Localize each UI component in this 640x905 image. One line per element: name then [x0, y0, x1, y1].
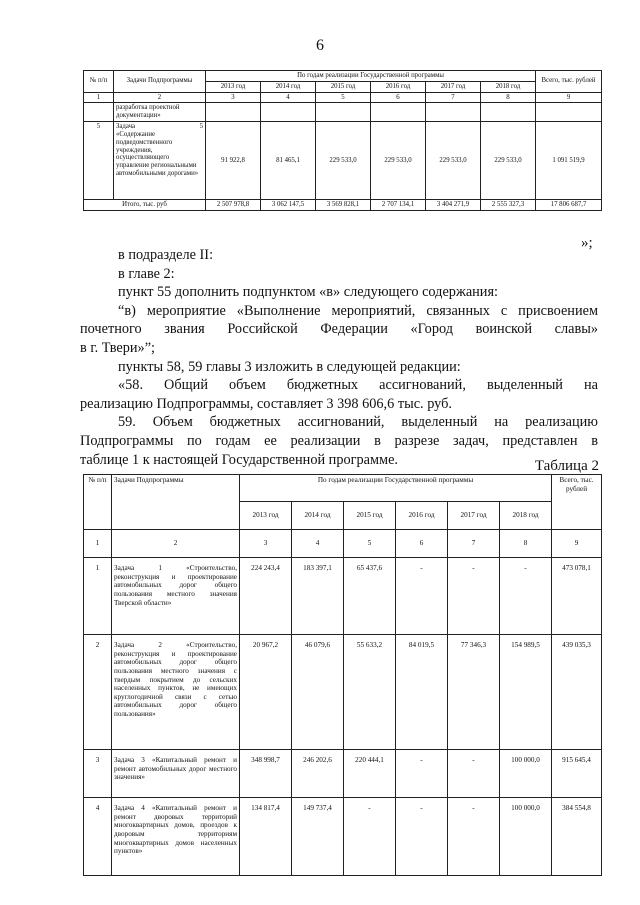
value-cell: 183 397,1 [292, 558, 344, 635]
value-cell: 46 079,6 [292, 635, 344, 750]
column-number: 7 [448, 530, 500, 558]
value-cell: 81 465,1 [261, 122, 316, 200]
total-label: Итого, тыс. руб [84, 200, 206, 211]
value-cell: 1 091 519,9 [536, 122, 602, 200]
column-number: 8 [481, 92, 536, 103]
column-number: 3 [206, 92, 261, 103]
column-number-row [84, 530, 602, 558]
row-num: 3 [84, 750, 112, 798]
column-number: 5 [316, 92, 371, 103]
header-year: 2015 год [316, 81, 371, 92]
value-cell: 91 922,8 [206, 122, 261, 200]
value-cell: - [448, 798, 500, 876]
value-cell: 473 078,1 [552, 558, 602, 635]
table-row [84, 635, 602, 750]
task-cell: Задача 3 «Капитальный ремонт и ремонт автомобильных дорог местного значения» [112, 750, 240, 798]
value-cell: - [396, 798, 448, 876]
column-number-row [84, 92, 602, 103]
header-year: 2017 год [448, 502, 500, 530]
value-cell: - [396, 750, 448, 798]
header-year: 2018 год [481, 81, 536, 92]
task-cell: Задача 1 «Строительство, реконструкция и проектирование автомобильных дорог общего пользования местного значения Тверской области» [112, 558, 240, 635]
value-cell: - [448, 750, 500, 798]
header-total: Всего, тыс. рублей [536, 71, 602, 93]
paragraph: почетного звания Российской Федерации «Город воинской славы» [80, 321, 598, 338]
value-cell: 84 019,5 [396, 635, 448, 750]
header-year: 2017 год [426, 81, 481, 92]
header-years-group: По годам реализации Государственной программы [240, 475, 552, 502]
total-value: 3 404 271,9 [426, 200, 481, 211]
budget-table-2 [83, 474, 602, 876]
header-total: Всего, тыс. рублей [552, 475, 602, 530]
value-cell: 220 444,1 [344, 750, 396, 798]
total-row [84, 200, 602, 211]
table-caption: Таблица 2 [534, 458, 599, 474]
row-num: 4 [84, 798, 112, 876]
column-number: 7 [426, 92, 481, 103]
column-number: 9 [552, 530, 602, 558]
value-cell: 439 035,3 [552, 635, 602, 750]
value-cell: 246 202,6 [292, 750, 344, 798]
total-value: 2 507 978,8 [206, 200, 261, 211]
header-year: 2015 год [344, 502, 396, 530]
column-number: 1 [84, 530, 112, 558]
trailing-mark: »; [581, 235, 593, 251]
budget-table-continuation [83, 70, 602, 211]
table-row [84, 798, 602, 876]
row-num: 5 [84, 122, 114, 200]
value-cell: 224 243,4 [240, 558, 292, 635]
value-cell: - [396, 558, 448, 635]
continuation-text: разработка проектной документации» [114, 103, 206, 122]
paragraph: реализацию Подпрограммы, составляет 3 398 606,6 тыс. руб. [80, 395, 452, 412]
task-title: Задача 5 [116, 123, 203, 131]
value-cell: 100 000,0 [500, 798, 552, 876]
total-value: 2 555 327,3 [481, 200, 536, 211]
header-years-group: По годам реализации Государственной программы [206, 71, 536, 82]
task-text: «Содержание подведомственного учреждения, осуществляющего управление региональными автомобильными дорогами» [116, 130, 199, 177]
table-row [84, 558, 602, 635]
table-row [84, 750, 602, 798]
paragraph: в главе 2: [118, 265, 175, 282]
value-cell: 65 437,6 [344, 558, 396, 635]
value-cell: 154 989,5 [500, 635, 552, 750]
paragraph: 59. Объем бюджетных ассигнований, выделенный на реализацию [118, 414, 598, 431]
total-value: 3 062 147,5 [261, 200, 316, 211]
paragraph: таблице 1 к настоящей Государственной программе. [80, 451, 399, 468]
row-num: 1 [84, 558, 112, 635]
total-value: 3 569 828,1 [316, 200, 371, 211]
header-year: 2014 год [261, 81, 316, 92]
value-cell: 229 533,0 [316, 122, 371, 200]
value-cell: 915 645,4 [552, 750, 602, 798]
column-number: 4 [292, 530, 344, 558]
value-cell: 20 967,2 [240, 635, 292, 750]
paragraph: пункт 55 дополнить подпунктом «в» следующего содержания: [118, 284, 499, 301]
header-num: № п/п [84, 71, 114, 93]
value-cell: 55 633,2 [344, 635, 396, 750]
task-cell [114, 122, 206, 200]
table-row [84, 103, 602, 122]
value-cell: 348 998,7 [240, 750, 292, 798]
column-number: 2 [114, 92, 206, 103]
header-task: Задачи Подпрограммы [114, 71, 206, 93]
header-year: 2013 год [240, 502, 292, 530]
column-number: 5 [344, 530, 396, 558]
column-number: 6 [371, 92, 426, 103]
column-number: 3 [240, 530, 292, 558]
header-task: Задачи Подпрограммы [112, 475, 240, 530]
value-cell: 229 533,0 [481, 122, 536, 200]
task-cell: Задача 4 «Капитальный ремонт и ремонт дворовых территорий многоквартирных домов, проездов к дворовым территориям многоквартирных домов населенных пунктов» [112, 798, 240, 876]
table-row [84, 122, 602, 200]
header-year: 2016 год [396, 502, 448, 530]
paragraph: Подпрограммы по годам ее реализации в разрезе задач, представлен в [80, 432, 598, 449]
column-number: 4 [261, 92, 316, 103]
column-number: 1 [84, 92, 114, 103]
paragraph: в подразделе II: [118, 247, 214, 263]
header-year: 2018 год [500, 502, 552, 530]
task-cell: Задача 2 «Строительство, реконструкция и проектирование автомобильных дорог общего пользования местного значения с твердым покрытием до сельских населенных пунктов, не имеющих круглогодичной связи с сетью автомобильных дорог общего пользования» [112, 635, 240, 750]
value-cell: 229 533,0 [426, 122, 481, 200]
header-year: 2013 год [206, 81, 261, 92]
column-number: 9 [536, 92, 602, 103]
header-num: № п/п [84, 475, 112, 530]
value-cell: 100 000,0 [500, 750, 552, 798]
paragraph: в г. Твери»”; [80, 339, 156, 356]
value-cell: 384 554,8 [552, 798, 602, 876]
value-cell: - [344, 798, 396, 876]
page-number: 6 [316, 37, 324, 54]
header-year: 2016 год [371, 81, 426, 92]
column-number: 8 [500, 530, 552, 558]
value-cell: - [448, 558, 500, 635]
total-value: 2 707 134,1 [371, 200, 426, 211]
column-number: 6 [396, 530, 448, 558]
value-cell: - [500, 558, 552, 635]
column-number: 2 [112, 530, 240, 558]
value-cell: 134 817,4 [240, 798, 292, 876]
paragraph: “в) мероприятие «Выполнение мероприятий, связанных с присвоением [118, 302, 598, 319]
total-value: 17 806 687,7 [536, 200, 602, 211]
paragraph: пункты 58, 59 главы 3 изложить в следующей редакции: [118, 358, 461, 375]
header-year: 2014 год [292, 502, 344, 530]
body-text [80, 246, 598, 469]
paragraph: «58. Общий объем бюджетных ассигнований, выделенный на [118, 377, 598, 394]
value-cell: 77 346,3 [448, 635, 500, 750]
row-num: 2 [84, 635, 112, 750]
value-cell: 149 737,4 [292, 798, 344, 876]
value-cell: 229 533,0 [371, 122, 426, 200]
